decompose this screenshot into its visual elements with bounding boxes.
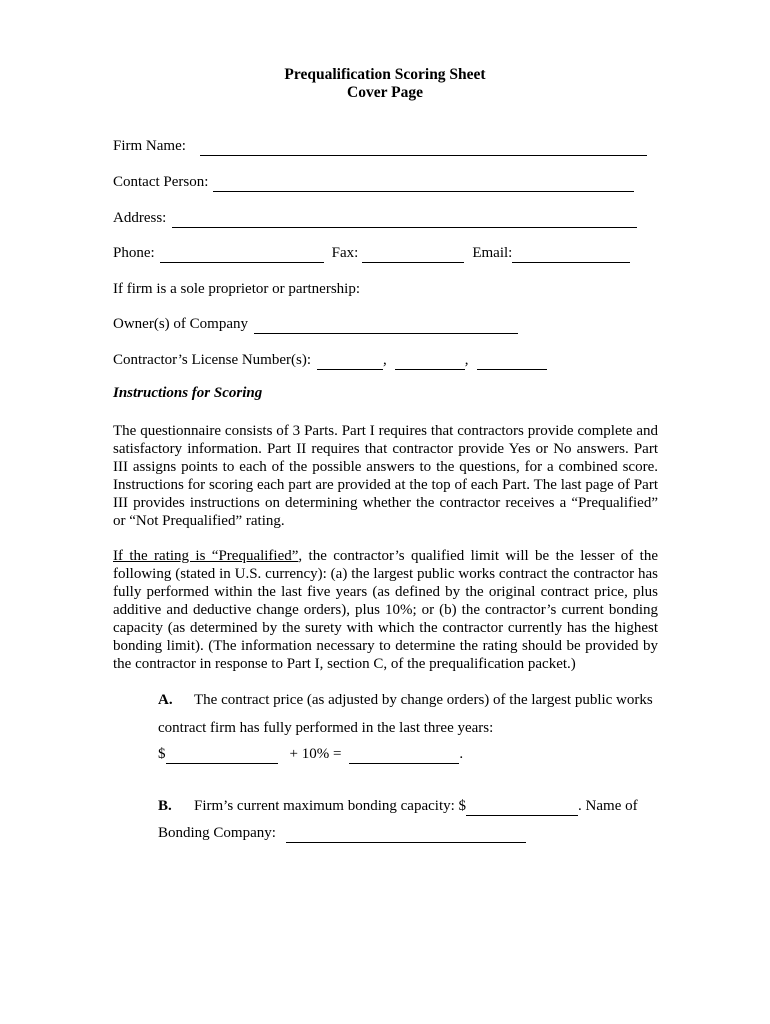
email-label: Email: bbox=[472, 245, 513, 261]
item-a-plus-label: + 10% = bbox=[289, 746, 342, 762]
owners-row bbox=[113, 314, 640, 334]
license-field-1[interactable] bbox=[317, 354, 383, 370]
contact-person-label: Contact Person: bbox=[113, 174, 209, 190]
firm-name-field[interactable] bbox=[200, 140, 647, 156]
owners-field[interactable] bbox=[254, 318, 518, 334]
license-field-2[interactable] bbox=[395, 354, 465, 370]
bonding-company-row bbox=[158, 823, 640, 843]
license-row bbox=[113, 350, 640, 370]
item-b-letter: B. bbox=[158, 798, 172, 814]
bonding-company-field[interactable] bbox=[286, 827, 526, 843]
firm-name-label: Firm Name: bbox=[113, 138, 186, 154]
address-field[interactable] bbox=[172, 212, 637, 228]
contact-person-field[interactable] bbox=[213, 176, 634, 192]
page-title: Prequalification Scoring Sheet bbox=[284, 66, 486, 83]
address-row bbox=[113, 208, 640, 228]
instructions-paragraph-2 bbox=[113, 547, 658, 673]
instructions-heading: Instructions for Scoring bbox=[113, 385, 263, 401]
phone-field[interactable] bbox=[160, 247, 324, 263]
address-label: Address: bbox=[113, 210, 167, 226]
owners-label: Owner(s) of Company bbox=[113, 316, 248, 332]
rating-prequalified-lead: If the rating is “Prequalified” bbox=[113, 548, 299, 564]
license-comma-1: , bbox=[383, 352, 387, 368]
license-field-3[interactable] bbox=[477, 354, 547, 370]
email-field[interactable] bbox=[512, 247, 630, 263]
item-b-row bbox=[158, 796, 660, 816]
phone-fax-email-row bbox=[113, 243, 640, 263]
item-a-dollar: $ bbox=[158, 746, 166, 762]
phone-label: Phone: bbox=[113, 245, 155, 261]
sole-proprietor-label: If firm is a sole proprietor or partnership: bbox=[113, 281, 361, 297]
item-a-letter: A. bbox=[158, 692, 173, 708]
item-a-text: The contract price (as adjusted by change orders) of the largest public works contract firm has fully performed in the last three years: bbox=[158, 692, 653, 736]
item-b-text: Firm’s current maximum bonding capacity: $ bbox=[194, 798, 467, 814]
item-a-price-field[interactable] bbox=[166, 748, 278, 764]
license-label: Contractor’s License Number(s): bbox=[113, 352, 311, 368]
item-b-tail: . Name of bbox=[578, 798, 638, 814]
license-comma-2: , bbox=[464, 352, 469, 368]
item-a-calc-row bbox=[158, 744, 640, 764]
bonding-company-label: Bonding Company: bbox=[158, 825, 276, 841]
item-a-period: . bbox=[459, 746, 464, 762]
instructions-paragraph-1: The questionnaire consists of 3 Parts. Part I requires that contractors provide complete and satisfactory information. Part II requires that contractor provide Yes or No answers. Part III assigns points to each of the possible answers to the questions, for a combined score. Instructions for scoring each part are provided at the top of each Part. The last page of Part III provides instructions on determining whether the contractor receives a “Prequalified” or “Not Prequalified” rating. bbox=[113, 423, 658, 529]
item-a bbox=[158, 686, 658, 742]
fax-field[interactable] bbox=[362, 247, 464, 263]
fax-label: Fax: bbox=[331, 245, 359, 261]
item-a-result-field[interactable] bbox=[349, 748, 459, 764]
sole-proprietor-row bbox=[113, 279, 640, 299]
bonding-capacity-field[interactable] bbox=[466, 800, 578, 816]
firm-name-row bbox=[113, 136, 640, 156]
contact-person-row bbox=[113, 172, 640, 192]
page-subtitle: Cover Page bbox=[347, 84, 423, 101]
rating-paragraph-rest: , the contractor’s qualified limit will be the lesser of the following (stated in U.S. currency): (a) the largest public works contract the contractor has fully performed within the last five years (as defined by the original contract price, plus additive and deductive change orders), plus 10%; or (b) the contractor’s current bonding capacity (as determined by the surety with which the contractor currently has the highest bonding limit). (The information necessary to determine the rating should be provided by the contractor in response to Part I, section C, of the prequalification packet.) bbox=[113, 548, 658, 672]
